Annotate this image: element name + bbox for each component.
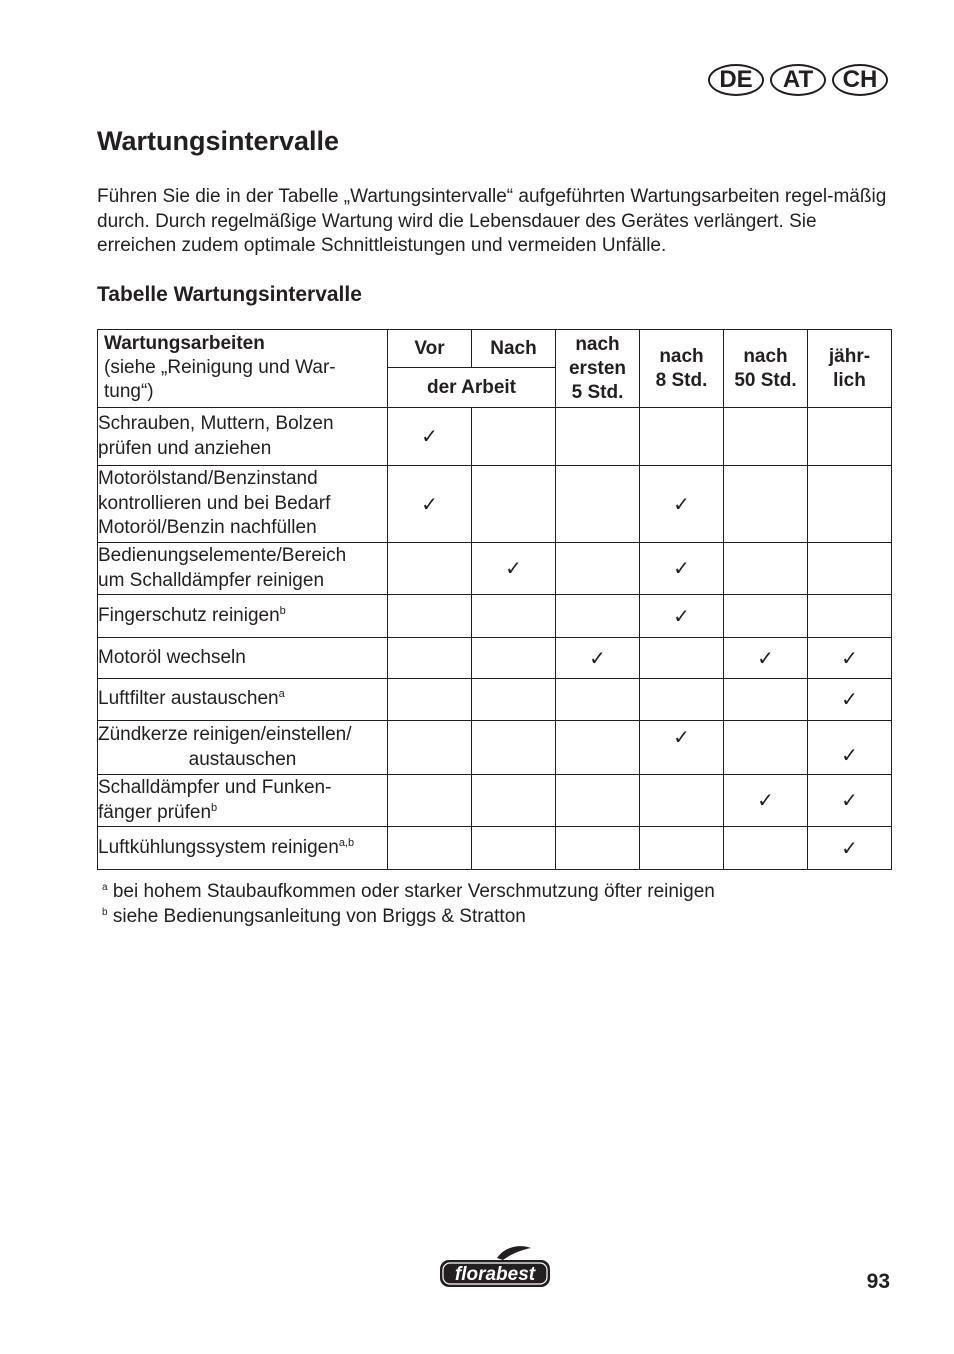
task-cell xyxy=(98,595,388,638)
cell-50h xyxy=(724,721,808,775)
checkmark-icon: ✓ xyxy=(673,493,690,516)
task-cell xyxy=(98,543,388,595)
cell-after xyxy=(472,638,556,679)
cell-8h xyxy=(640,466,724,543)
table-row xyxy=(98,679,892,721)
task-line: Zündkerze reinigen/einstellen/ xyxy=(98,724,352,745)
cell-first-5h xyxy=(556,721,640,775)
footnote-b xyxy=(102,904,715,929)
header-8h xyxy=(640,330,724,408)
table-row xyxy=(98,408,892,466)
cell-yearly xyxy=(808,827,892,870)
task-line: Motoröl wechseln xyxy=(98,646,246,668)
header-first-5h-line3: 5 Std. xyxy=(571,381,624,403)
cell-yearly xyxy=(808,466,892,543)
task-line: Schalldämpfer und Funken- xyxy=(98,777,332,798)
page-title: Wartungsintervalle xyxy=(97,126,340,156)
cell-8h xyxy=(640,638,724,679)
task-line: kontrollieren und bei Bedarf xyxy=(98,492,331,514)
checkmark-icon: ✓ xyxy=(841,647,858,670)
header-50h-line1: nach xyxy=(743,345,788,367)
country-badge-ch: CH xyxy=(832,64,888,96)
task-line: Schrauben, Muttern, Bolzen xyxy=(98,413,334,434)
header-yearly xyxy=(808,330,892,408)
cell-50h xyxy=(724,775,808,827)
checkmark-icon: ✓ xyxy=(421,426,438,448)
task-cell xyxy=(98,721,388,775)
checkmark-icon: ✓ xyxy=(841,837,858,860)
cell-first-5h xyxy=(556,466,640,543)
maintenance-table xyxy=(97,329,892,870)
cell-yearly xyxy=(808,775,892,827)
cell-50h xyxy=(724,466,808,543)
checkmark-icon: ✓ xyxy=(841,689,858,711)
checkmark-icon: ✓ xyxy=(757,790,774,812)
checkmark-icon: ✓ xyxy=(673,727,690,749)
cell-8h xyxy=(640,827,724,870)
table-row xyxy=(98,638,892,679)
page-number: 93 xyxy=(866,1270,890,1293)
footnote-a-mark: a xyxy=(102,882,108,893)
intro-paragraph: Führen Sie die in der Tabelle „Wartungsintervalle“ aufgeführten Wartungsarbeiten regel-mäßig durch. Durch regelmäßige Wartung wird die Lebensdauer des Gerätes verlängert. Sie erreichen zudem optimale Schnittleistungen und vermeiden Unfälle. xyxy=(97,186,887,256)
cell-8h xyxy=(640,543,724,595)
checkmark-icon: ✓ xyxy=(673,558,690,580)
task-line: fänger prüfen xyxy=(98,801,212,823)
table-row xyxy=(98,775,892,827)
task-cell xyxy=(98,775,388,827)
task-line: um Schalldämpfer reinigen xyxy=(98,569,325,591)
task-line: Fingerschutz reinigen xyxy=(98,604,280,626)
task-cell xyxy=(98,638,388,679)
header-task-title: Wartungsarbeiten xyxy=(104,333,265,354)
header-first-5h-line2: ersten xyxy=(568,357,627,379)
table-row xyxy=(98,595,892,638)
cell-50h xyxy=(724,543,808,595)
cell-yearly xyxy=(808,638,892,679)
checkmark-icon: ✓ xyxy=(841,745,858,767)
header-first-5h xyxy=(556,330,640,408)
cell-before xyxy=(388,638,472,679)
header-8h-line2: 8 Std. xyxy=(655,369,708,391)
country-badges xyxy=(708,64,888,96)
cell-after xyxy=(472,679,556,721)
header-50h xyxy=(724,330,808,408)
footnote-b-text: siehe Bedienungsanleitung von Briggs & Stratton xyxy=(112,906,526,927)
cell-yearly xyxy=(808,543,892,595)
cell-before xyxy=(388,595,472,638)
task-cell xyxy=(98,827,388,870)
header-task xyxy=(98,330,388,408)
footnote-b-mark: b xyxy=(102,907,108,918)
task-line: Motoröl/Benzin nachfüllen xyxy=(98,517,317,539)
task-cell xyxy=(98,466,388,543)
cell-before xyxy=(388,827,472,870)
checkmark-icon: ✓ xyxy=(673,605,690,628)
country-badge-de: DE xyxy=(708,64,764,96)
footnotes xyxy=(102,879,715,929)
footnote-a xyxy=(102,879,715,904)
task-line: austauschen xyxy=(188,748,297,770)
cell-8h xyxy=(640,721,724,775)
footnote-ref: a xyxy=(278,688,285,701)
cell-50h xyxy=(724,827,808,870)
country-badge-at: AT xyxy=(770,64,826,96)
task-line: prüfen und anziehen xyxy=(98,437,272,459)
florabest-logo xyxy=(437,1244,553,1297)
florabest-logo-graphic xyxy=(437,1244,553,1292)
footnote-ref: b xyxy=(211,801,218,814)
table-title: Tabelle Wartungsintervalle xyxy=(97,283,362,306)
header-8h-line1: nach xyxy=(659,345,704,367)
cell-first-5h xyxy=(556,638,640,679)
cell-first-5h xyxy=(556,775,640,827)
cell-8h xyxy=(640,775,724,827)
cell-before xyxy=(388,721,472,775)
task-line: Motorölstand/Benzinstand xyxy=(98,468,318,490)
cell-after xyxy=(472,721,556,775)
cell-yearly xyxy=(808,408,892,466)
cell-before xyxy=(388,408,472,466)
table-row xyxy=(98,543,892,595)
cell-50h xyxy=(724,638,808,679)
task-line: Luftfilter austauschen xyxy=(98,688,279,710)
footnote-ref: b xyxy=(279,604,286,617)
cell-first-5h xyxy=(556,543,640,595)
cell-yearly xyxy=(808,595,892,638)
task-line: Luftkühlungssystem reinigen xyxy=(98,836,339,858)
cell-first-5h xyxy=(556,679,640,721)
header-50h-line2: 50 Std. xyxy=(734,369,797,391)
cell-after xyxy=(472,408,556,466)
checkmark-icon: ✓ xyxy=(421,493,438,516)
table-body xyxy=(98,408,892,870)
cell-8h xyxy=(640,408,724,466)
header-first-5h-line1: nach xyxy=(575,333,620,355)
checkmark-icon: ✓ xyxy=(757,647,774,670)
header-yearly-line1: jähr- xyxy=(828,345,871,367)
header-of-work: der Arbeit xyxy=(388,368,556,408)
header-before: Vor xyxy=(388,330,472,368)
task-cell xyxy=(98,679,388,721)
cell-50h xyxy=(724,408,808,466)
header-after: Nach xyxy=(472,330,556,368)
checkmark-icon: ✓ xyxy=(505,558,522,580)
cell-50h xyxy=(724,595,808,638)
cell-50h xyxy=(724,679,808,721)
task-cell xyxy=(98,408,388,466)
cell-before xyxy=(388,543,472,595)
cell-8h xyxy=(640,679,724,721)
table-row xyxy=(98,721,892,775)
cell-after xyxy=(472,595,556,638)
cell-first-5h xyxy=(556,408,640,466)
cell-yearly xyxy=(808,721,892,775)
table-row xyxy=(98,466,892,543)
logo-wordmark: florabest xyxy=(454,1264,536,1285)
task-line: Bedienungselemente/Bereich xyxy=(98,545,347,566)
table-row xyxy=(98,827,892,870)
cell-after xyxy=(472,466,556,543)
cell-after xyxy=(472,543,556,595)
cell-8h xyxy=(640,595,724,638)
cell-after xyxy=(472,775,556,827)
cell-yearly xyxy=(808,679,892,721)
cell-before xyxy=(388,775,472,827)
cell-before xyxy=(388,679,472,721)
cell-after xyxy=(472,827,556,870)
cell-first-5h xyxy=(556,827,640,870)
header-yearly-line2: lich xyxy=(833,369,866,391)
checkmark-icon: ✓ xyxy=(589,647,606,670)
checkmark-icon: ✓ xyxy=(841,790,858,812)
cell-before xyxy=(388,466,472,543)
cell-first-5h xyxy=(556,595,640,638)
footnote-a-text: bei hohem Staubaufkommen oder starker Verschmutzung öfter reinigen xyxy=(112,881,715,902)
header-task-subtitle: (siehe „Reinigung und War-tung“) xyxy=(104,357,336,402)
footnote-ref: a,b xyxy=(338,836,355,849)
